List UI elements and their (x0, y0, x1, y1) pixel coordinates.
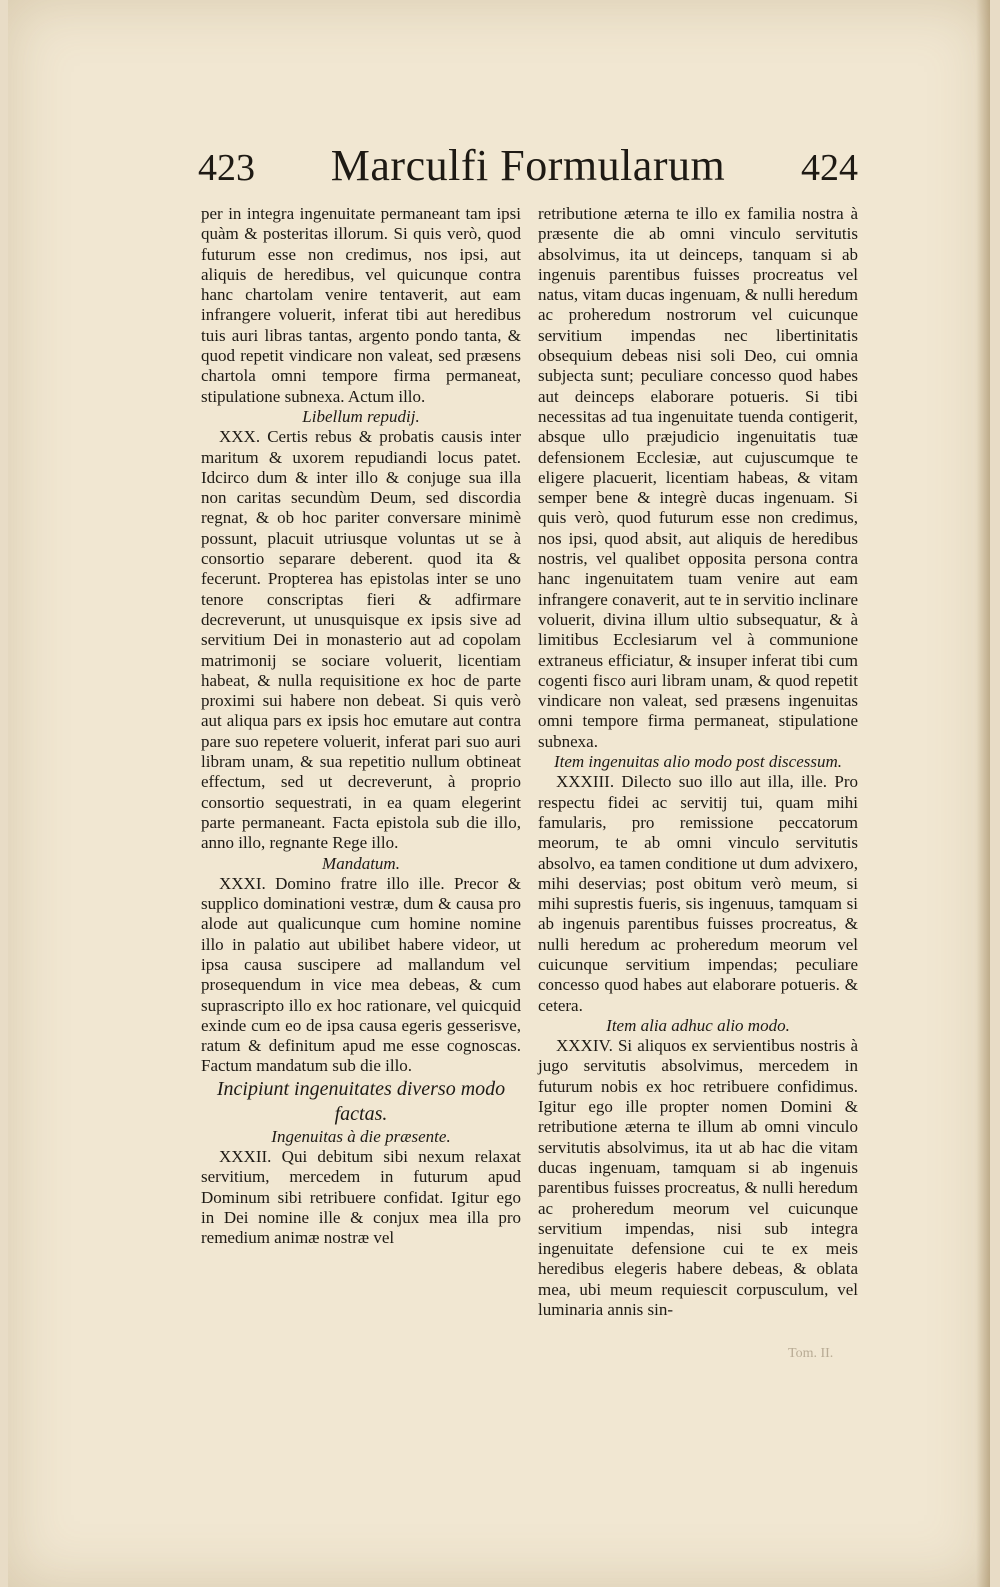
section-heading: Item alia adhuc alio modo. (606, 1015, 790, 1035)
paragraph: XXX. Certis rebus & probatis causis inter maritum & uxorem repudiandi locus patet. Idcirco dum & inter illo & conjuge sua illa non caritas secundùm Deum, sed discordia regnat, & ob hoc pariter conversare minimè possunt, placuit utriusque voluntas ut se à consortio separare deberent. quod ita & fecerunt. Propterea has epistolas inter se uno tenore conscriptas fieri & adfirmare decreverunt, ut unusquisque ex ipsis sive ad servitium Dei in monasterio aut ad copolam matrimonij se sociare voluerit, licentiam habeat, & nulla requisitione ex hoc de parte proximi sui habere non debeat. Si quis verò aut aliqua pars ex ipsis hoc emutare aut contra pare suo repetere voluerit, inferat pari suo auri libram unam, & sua repetitio nullum obtineat effectum, sed ut decreverunt, à proprio consortio sequestrati, in ea quam elegerint parte permaneant. Facta epistola sub die illo, anno illo, regnante Rege illo. (201, 427, 521, 853)
paragraph: XXXII. Qui debitum sibi nexum relaxat servitium, mercedem in futurum apud Dominum sibi retribuere confidat. Igitur ego in Dei nomine ille & conjux mea illa pro remedium animæ nostræ vel (201, 1147, 521, 1248)
section-heading: Ingenuitas à die præsente. (271, 1126, 451, 1146)
paragraph: per in integra ingenuitate permaneant tam ipsi quàm & posteritas illorum. Si quis verò, quod futurum esse non credimus, nos ipsi, aut aliquis de heredibus, vel quicunque contra hanc chartolam venire tentaverit, aut eam infrangere voluerit, inferat tibi aut heredibus tuis auri libras tantas, argento pondo tanta, & quod repetit vindicare non valeat, sed præsens chartola omni tempore firma permaneat, stipulatione subnexa. Actum illo. (201, 204, 521, 406)
left-column (201, 204, 521, 1249)
section-heading: Item ingenuitas alio modo post discessum. (553, 752, 843, 772)
page-number-right: 424 (801, 147, 858, 189)
paragraph: XXXIV. Si aliquos ex servientibus nostris à jugo servitutis absolvimus, mercedem in futurum nobis ex hoc retribuere confidimus. Igitur ego ille propter nomen Domini & retributione æterna te illum ab omni vinculo servitutis absolvimus, ita ut ab hac die vitam ducas ingenuam, tamquam si ab ingenuis parentibus fuisses procreatus, & nulli heredum ac proheredum meorum vel cuicunque servitium impendas, nisi sub integra ingenuitate defensione cui te ex meis heredibus elegeris habere debeas, & oblata mea, ubi meum requiescit corpusculum, vel luminaria annis sin- (538, 1036, 858, 1320)
paragraph: XXXI. Domino fratre illo ille. Precor & supplico dominationi vestræ, dum & causa pro alode aut qualicunque cum homine nomine illo in palatio aut ubilibet habere videor, ut ipsa causa suscipere ad mallandum vel prosequendum in vice mea debeas, & cum suprascripto illo ex hoc rationare, vel quicquid exinde cum eo de ipsa causa egeris gesserisve, ratum & definitum apud me esse cognoscas. Factum mandatum sub die illo. (201, 873, 521, 1076)
book-page (8, 0, 990, 1587)
paragraph: retributione æterna te illo ex familia nostra à præsente die ab omni vinculo servitutis absolvimus, ita ut deinceps, tanquam si ab ingenuis parentibus fuisses procreatus vel natus, vitam ducas ingenuam, & nulli heredum ac proheredum nostrorum vel cuicunque servitium impendas nec libertinitatis obsequium debeas nisi soli Deo, cui omnia subjecta sunt; peculiare concesso quod habes aut deinceps elaborare potueris. Si tibi necessitas ad tua ingenuitate tuenda contigerit, absque ullo præjudicio ingenuitatis tuæ defensionem Ecclesiæ, aut cujuscumque te eligere placuerit, licentiam habeas, & vitam semper bene & integrè ducas ingenuam. Si quis verò, quod futurum esse non credimus, nos ipsi, quod absit, aut aliquis de heredibus nostris, vel qualibet opposita persona contra hanc ingenuitatem tuam venire aut eam infrangere conaverit, aut te in servitio inclinare voluerit, divina illum ultio subsequatur, & à limitibus Ecclesiarum vel à communione extraneus efficiatur, & insuper inferat tibi cum cogenti fisco auri libram unam, & quod repetit vindicare non valeat, sed præsens ingenuitas omni tempore firma permaneat, stipulatione subnexa. (538, 204, 858, 751)
page-number-left: 423 (198, 147, 255, 189)
section-heading: Libellum repudij. (302, 406, 420, 426)
running-title: Marculfi Formularum (330, 141, 726, 190)
right-column (538, 204, 858, 1320)
running-header (198, 140, 858, 196)
section-heading: Mandatum. (322, 853, 400, 873)
paragraph: XXXIII. Dilecto suo illo aut illa, ille. Pro respectu fidei ac servitij tui, quam mihi famularis, pro remissione peccatorum meorum, te ab omni vinculo servitutis absolvo, ea tamen conditione ut dum advixero, mihi deservias; post obitum verò meum, si mihi suprestis fueris, sis ingenuus, tamquam si ab ingenuis parentibus fuisses procreatus, & nulli heredum ac proheredum meorum vel cuicunque servitium impendas; peculiare concesso quod habes aut elaborare potueris. & cetera. (538, 772, 858, 1015)
page-spine-shadow (976, 0, 990, 1587)
signature-mark: Tom. II. (788, 1346, 834, 1361)
section-heading: Incipiunt ingenuitates diverso modo factas. (216, 1077, 506, 1125)
